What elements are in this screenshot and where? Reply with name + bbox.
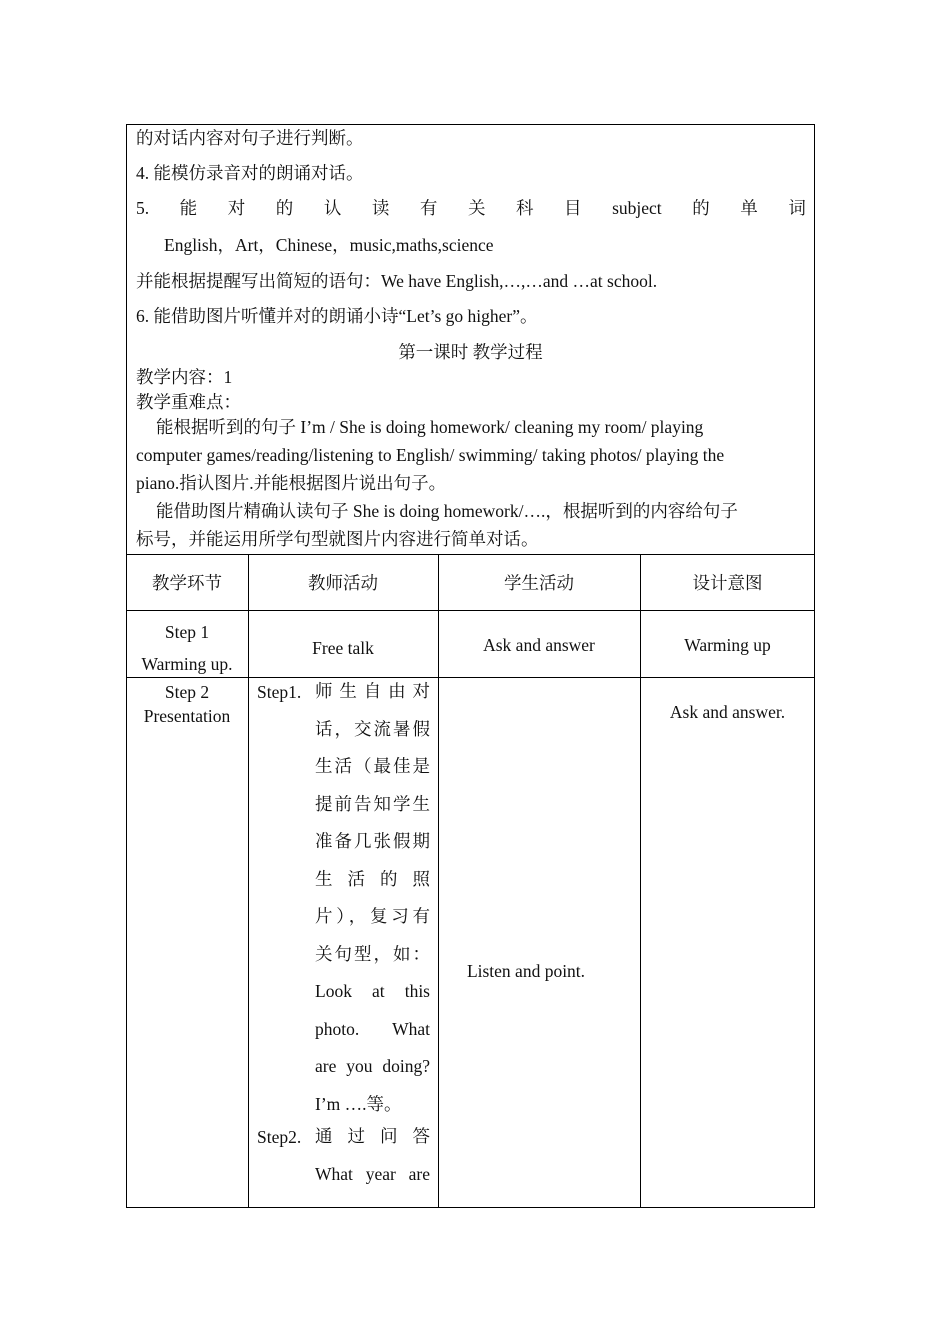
teacher-line: photo. What — [315, 1018, 430, 1039]
table-header-purpose: 设计意图 — [692, 573, 763, 593]
teacher-line: 关句型，如： — [315, 943, 430, 964]
obj5-word: 目 — [564, 198, 582, 218]
teacher-line: What year are — [315, 1163, 430, 1184]
table-header-teacher: 教师活动 — [308, 573, 378, 593]
teacher-line: 生活（最佳是 — [315, 756, 430, 776]
row1-step-name: Warming up. — [141, 654, 233, 674]
teacher-line: 准备几张假期 — [315, 831, 430, 851]
table-header-student: 学生活动 — [504, 573, 574, 593]
key-point-1-line-1: 能根据听到的句子 I’m / She is doing homework/ cleaning my room/ playing — [156, 417, 704, 437]
teacher-line: 片），复习有 — [315, 906, 430, 926]
row1-student: Ask and answer — [483, 635, 595, 655]
subject-words: English，Art，Chinese，music,maths,science — [164, 235, 494, 255]
teacher-step2-label: Step2. — [257, 1127, 302, 1147]
obj5-word: 对 — [227, 198, 246, 218]
obj5-word: 单 — [740, 198, 758, 218]
teacher-step2-text — [315, 1118, 430, 1193]
obj5-word: 认 — [323, 198, 342, 218]
key-point-2-line-2: 标号，并能运用所学句型就图片内容进行简单对话。 — [136, 529, 539, 549]
objective-4: 4. 能模仿录音对的朗诵对话。 — [136, 163, 364, 183]
objective-5-continued: 并能根据提醒写出简短的语句：We have English,…,…and …at school. — [136, 271, 658, 291]
objective-line-1: 的对话内容对句子进行判断。 — [136, 128, 364, 148]
obj5-word: 关 — [467, 198, 486, 218]
table-header-divider — [126, 610, 815, 611]
teacher-line: 通过问答 — [315, 1126, 430, 1146]
row1-purpose: Warming up — [684, 635, 771, 655]
row1-step: Step 1 — [164, 622, 210, 642]
obj5-word: subject — [612, 198, 662, 218]
obj5-word: 词 — [788, 198, 806, 218]
table-row-divider — [126, 677, 815, 678]
teacher-line: 话，交流暑假 — [315, 718, 430, 739]
row2-student: Listen and point. — [466, 961, 586, 981]
key-points-label: 教学重难点： — [136, 392, 241, 412]
teacher-step1-text — [315, 673, 430, 1123]
teacher-line: are you doing? — [315, 1056, 430, 1076]
obj5-word: 5. — [136, 198, 150, 218]
teacher-step1-label: Step1. — [257, 682, 302, 702]
obj5-word: 有 — [419, 198, 438, 218]
teacher-line: 提前告知学生 — [315, 793, 430, 814]
table-top-border — [126, 554, 815, 555]
teacher-line: 师生自由对 — [315, 681, 430, 701]
obj5-word: 能 — [179, 198, 198, 218]
teacher-line: 生活的照 — [315, 868, 430, 889]
row2-step-name: Presentation — [143, 706, 231, 726]
row2-step: Step 2 — [164, 682, 210, 702]
objective-5 — [136, 197, 806, 219]
obj5-word: 的 — [692, 198, 710, 218]
key-point-1-line-2: computer games/reading/listening to English/ swimming/ taking photos/ playing the — [136, 445, 725, 465]
row2-purpose: Ask and answer. — [669, 702, 786, 722]
lesson-title: 第一课时 教学过程 — [398, 342, 543, 362]
obj5-word: 科 — [516, 198, 534, 218]
obj5-word: 读 — [371, 198, 390, 218]
table-header-stage: 教学环节 — [152, 573, 222, 593]
teaching-content: 教学内容：1 — [136, 367, 233, 387]
key-point-1-line-3: piano.指认图片.并能根据图片说出句子。 — [136, 473, 447, 493]
teacher-line: I’m ….等。 — [315, 1093, 402, 1114]
teacher-line: Look at this — [315, 981, 430, 1001]
row1-teacher: Free talk — [312, 638, 374, 658]
key-point-2-line-1: 能借助图片精确认读句子 She is doing homework/….，根据听到的内容给句子 — [156, 501, 738, 521]
obj5-word: 的 — [275, 198, 294, 218]
objective-6: 6. 能借助图片听懂并对的朗诵小诗“Let’s go higher”。 — [136, 306, 538, 326]
